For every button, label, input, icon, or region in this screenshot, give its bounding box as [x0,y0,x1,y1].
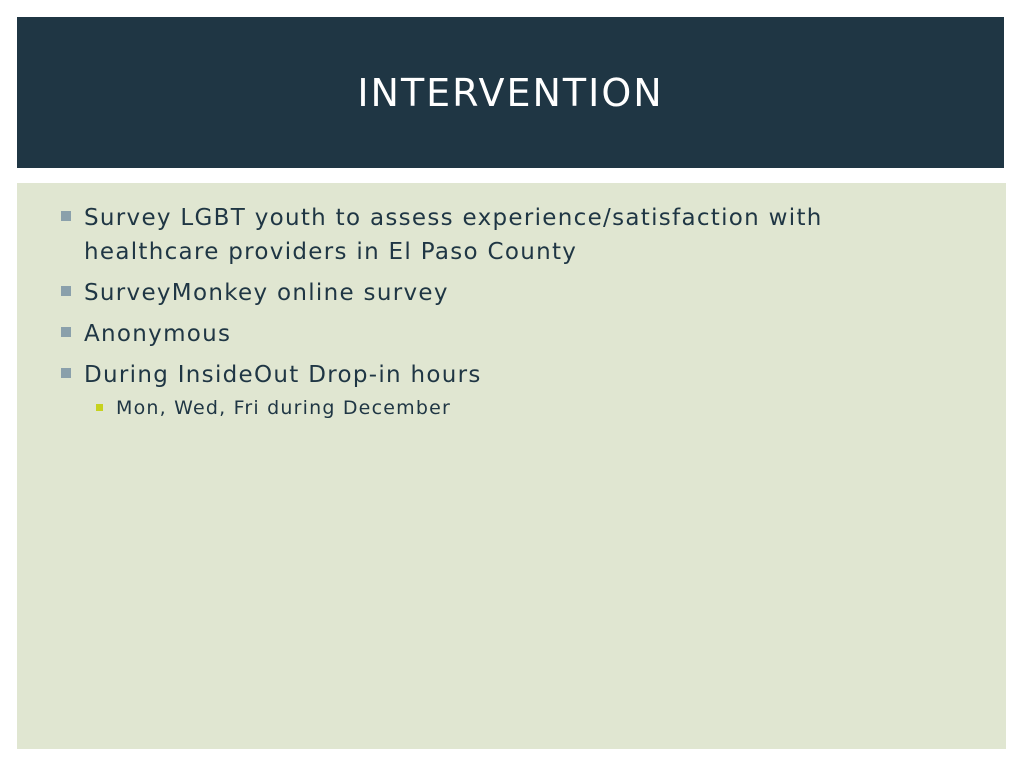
small-square-bullet-icon [96,404,103,411]
bullet-item [61,317,961,351]
content-panel [17,183,1006,749]
square-bullet-icon [61,327,71,337]
bullet-list [61,201,961,429]
sub-bullet-item [92,394,961,422]
square-bullet-icon [61,211,71,221]
slide-title: INTERVENTION [357,70,664,115]
sub-bullet-text: Mon, Wed, Fri during December [116,397,451,419]
bullet-item [61,201,961,269]
title-band [17,17,1004,168]
bullet-text: SurveyMonkey online survey [84,280,449,306]
bullet-text: During InsideOut Drop-in hours [84,362,482,388]
sub-bullet-list [92,394,961,422]
bullet-text: Anonymous [84,321,232,347]
bullet-item [61,276,961,310]
bullet-item [61,358,961,422]
square-bullet-icon [61,286,71,296]
square-bullet-icon [61,368,71,378]
bullet-text: Survey LGBT youth to assess experience/satisfaction with healthcare providers in El Paso County [84,205,823,265]
